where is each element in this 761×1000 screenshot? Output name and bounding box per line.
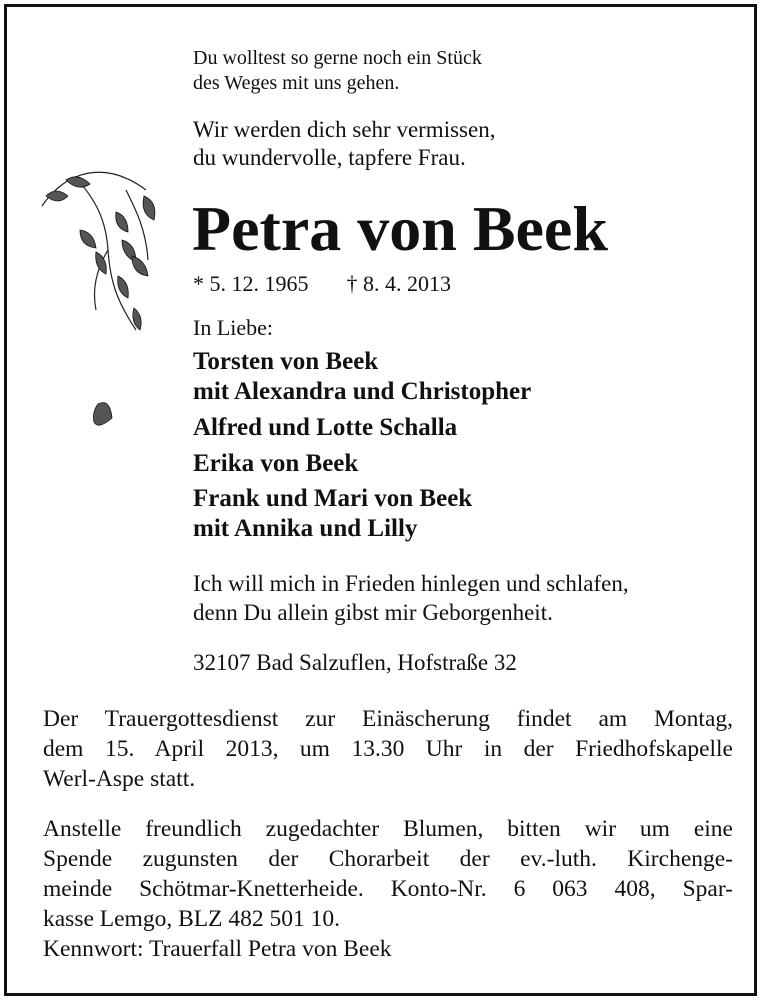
service-paragraph (43, 704, 733, 794)
birch-leaves-illustration (36, 160, 176, 460)
donation-paragraph (43, 814, 733, 964)
death-date: † 8. 4. 2013 (346, 271, 451, 296)
family-line: mit Annika und Lilly (193, 515, 418, 542)
family-line: mit Alexandra und Christopher (193, 378, 532, 405)
verse-line-2: denn Du allein gibst mir Geborgenheit. (193, 600, 553, 625)
service-line: Der Trauergottesdienst zur Einäscherung findet am Montag, (43, 706, 733, 732)
poem-line-1: Du wolltest so gerne noch ein Stück (193, 47, 482, 69)
service-line: dem 15. April 2013, um 13.30 Uhr in der Friedhofskapelle (43, 736, 733, 762)
leaf-icon (116, 212, 128, 232)
poem-line-3: Wir werden dich sehr vermissen, (193, 117, 496, 142)
family-line: Torsten von Beek (193, 348, 379, 375)
leaf-icon (66, 177, 90, 187)
deceased-name: Petra von Beek (192, 193, 608, 264)
verse-line-1: Ich will mich in Frieden hinlegen und schlafen, (193, 571, 629, 596)
leaf-icon (94, 403, 113, 426)
family-line: Alfred und Lotte Schalla (193, 414, 458, 441)
leaf-icon (132, 256, 148, 276)
donation-line: Spende zugunsten der Chorarbeit der ev.-luth. Kirchenge- (43, 846, 733, 872)
poem-line-2: des Weges mit uns gehen. (193, 72, 400, 94)
donation-line: Kennwort: Trauerfall Petra von Beek (43, 936, 392, 962)
family-line: Frank und Mari von Beek (193, 485, 473, 512)
family-line: Erika von Beek (193, 450, 359, 477)
life-dates (193, 269, 451, 299)
leaf-icon (143, 196, 155, 220)
donation-line: kasse Lemgo, BLZ 482 501 10. (43, 906, 340, 932)
donation-line: meinde Schötmar-Knetterheide. Konto-Nr. 6 063 408, Spar- (43, 876, 733, 902)
donation-line: Anstelle freundlich zugedachter Blumen, bitten wir um eine (43, 816, 733, 842)
service-line: Werl-Aspe statt. (43, 766, 196, 792)
birth-date: * 5. 12. 1965 (193, 271, 309, 296)
in-liebe-label: In Liebe: (193, 315, 274, 340)
leaf-icon (118, 276, 129, 298)
poem-line-4: du wundervolle, tapfere Frau. (193, 145, 466, 170)
address: 32107 Bad Salzuflen, Hofstraße 32 (193, 650, 517, 675)
leaf-icon (80, 230, 96, 248)
leaf-icon (46, 191, 68, 201)
